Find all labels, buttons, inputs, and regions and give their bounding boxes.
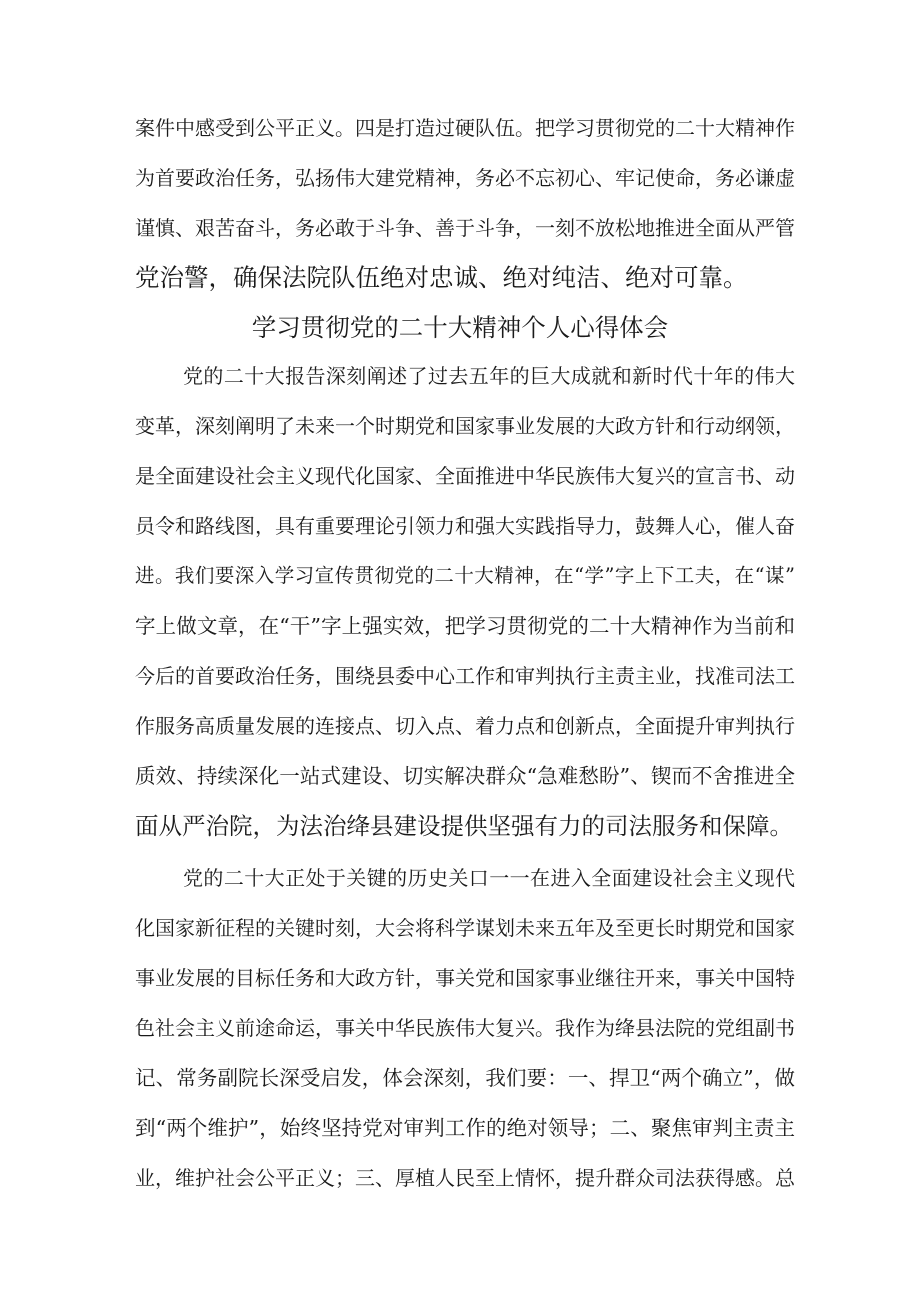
paragraph1-line: 党的二十大报告深刻阐述了过去五年的巨大成就和新时代十年的伟大 [183,364,795,388]
paragraph2-line: 色社会主义前途命运，事关中华民族伟大复兴。我作为绛县法院的党组副书 [135,1016,795,1040]
document-title: 学习贯彻党的二十大精神个人心得体会 [251,313,669,342]
paragraph1-line: 变革，深刻阐明了未来一个时期党和国家事业发展的大政方针和行动纲领， [135,414,795,438]
paragraph2-line: 事业发展的目标任务和大政方针，事关党和国家事业继往开来，事关中国特 [135,966,795,990]
intro-line: 为首要政治任务，弘扬伟大建党精神，务必不忘初心、牢记使命，务必谦虚 [135,166,795,190]
paragraph2-line: 业，维护社会公平正义；三、厚植人民至上情怀，提升群众司法获得感。总 [135,1166,795,1190]
paragraph1-line: 字上做文章，在“干”字上强实效，把学习贯彻党的二十大精神作为当前和 [135,614,795,638]
paragraph1-line: 进。我们要深入学习宣传贯彻党的二十大精神，在“学”字上下工夫，在“谋” [135,564,795,587]
paragraph1-line: 质效、持续深化一站式建设、切实解决群众“急难愁盼”、锲而不舍推进全 [135,764,795,788]
paragraph1-line: 今后的首要政治任务，围绕县委中心工作和审判执行主责主业，找准司法工 [135,664,795,688]
paragraph2-line: 党的二十大正处于关键的历史关口一一在进入全面建设社会主义现代 [183,866,795,890]
paragraph1-line: 面从严治院，为法治绛县建设提供坚强有力的司法服务和保障。 [135,812,793,840]
paragraph1-line: 是全面建设社会主义现代化国家、全面推进中华民族伟大复兴的宣言书、动 [135,464,795,488]
intro-line: 谨慎、艰苦奋斗，务必敢于斗争、善于斗争，一刻不放松地推进全面从严管 [135,216,795,240]
paragraph1-line: 作服务高质量发展的连接点、切入点、着力点和创新点，全面提升审判执行 [135,714,795,738]
paragraph2-line: 记、常务副院长深受启发，体会深刻，我们要：一、捍卫“两个确立”，做 [135,1066,795,1090]
intro-line: 案件中感受到公平正义。四是打造过硬队伍。把学习贯彻党的二十大精神作 [135,116,795,140]
paragraph2-line: 化国家新征程的关键时刻，大会将科学谋划未来五年及至更长时期党和国家 [135,916,795,940]
intro-line: 党治警，确保法院队伍绝对忠诚、绝对纯洁、绝对可靠。 [135,263,748,292]
paragraph1-line: 员令和路线图，具有重要理论引领力和强大实践指导力，鼓舞人心，催人奋 [135,514,795,538]
paragraph2-line: 到“两个维护”，始终坚持党对审判工作的绝对领导；二、聚焦审判主责主 [135,1116,795,1140]
